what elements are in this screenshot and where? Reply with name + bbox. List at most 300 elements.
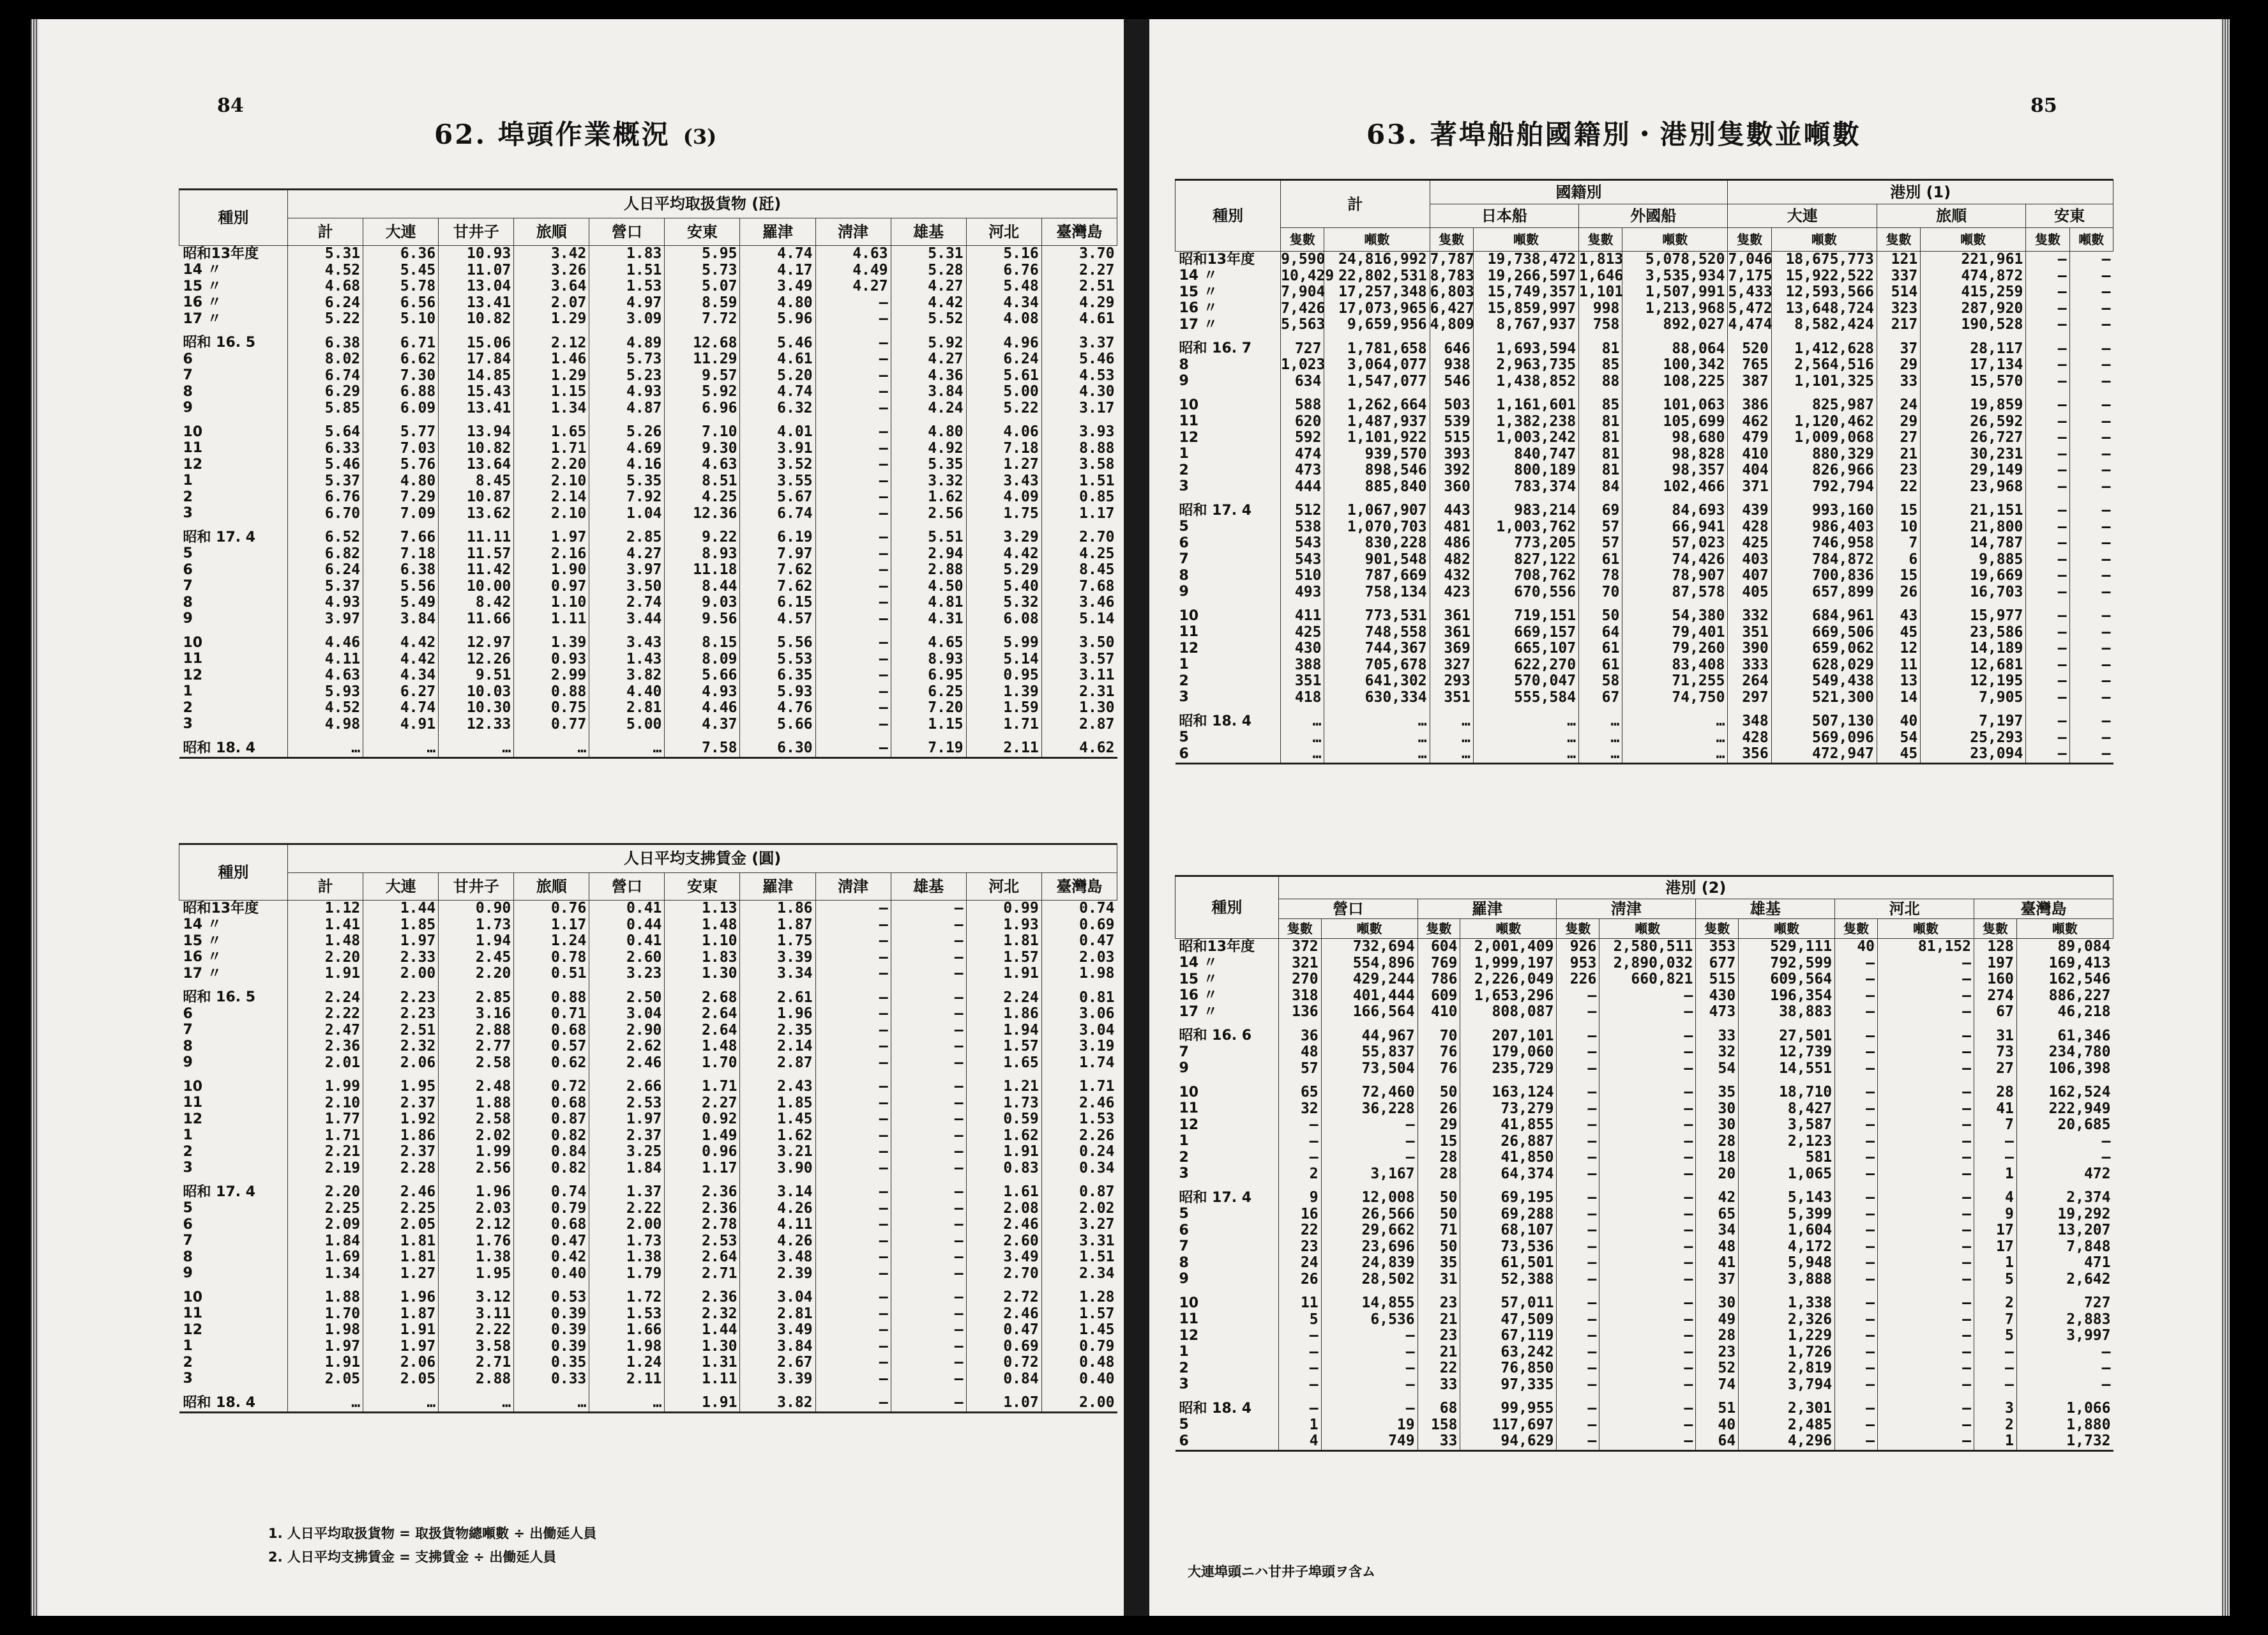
table-row bbox=[1176, 657, 2113, 674]
cell-value bbox=[2026, 706, 2069, 713]
cell-value: 514 bbox=[1877, 284, 1920, 301]
cell-value: 2.14 bbox=[514, 489, 589, 506]
tonnage-header: 噸數 bbox=[1739, 919, 1835, 939]
cell-value: 7.29 bbox=[363, 489, 439, 506]
cell-value: — bbox=[1878, 988, 1974, 1005]
row-label: 6 bbox=[183, 351, 193, 367]
cell-value: 758,134 bbox=[1324, 584, 1430, 601]
book-spine bbox=[1124, 19, 1149, 1616]
cell-value: 45 bbox=[1877, 625, 1920, 641]
cell-value: — bbox=[1835, 1166, 1878, 1183]
cell-value: 5,948 bbox=[1739, 1255, 1835, 1272]
cell-value bbox=[815, 416, 891, 424]
cell-value: — bbox=[1557, 1061, 1599, 1077]
cell-value: — bbox=[1878, 1239, 1974, 1256]
cell-value: — bbox=[2069, 301, 2113, 317]
cell-value bbox=[288, 1387, 363, 1395]
cell-value: 0.96 bbox=[665, 1144, 740, 1160]
cell-value: 432 bbox=[1430, 568, 1473, 584]
table-row bbox=[179, 579, 1117, 595]
cell-value: 1.61 bbox=[966, 1184, 1041, 1201]
cell-value: — bbox=[815, 1249, 891, 1266]
cell-value: 7,905 bbox=[1921, 690, 2026, 706]
cell-value: 19,266,597 bbox=[1473, 268, 1578, 285]
column-header: 營口 bbox=[589, 218, 665, 245]
cell-value: — bbox=[891, 1184, 966, 1201]
cell-value: — bbox=[891, 1095, 966, 1112]
cell-value: 1.71 bbox=[514, 441, 589, 457]
cell-value: 0.53 bbox=[514, 1289, 589, 1306]
cell-value: 444 bbox=[1281, 479, 1324, 496]
cell-value: 6.24 bbox=[966, 351, 1041, 368]
row-label: 昭和 16. 5 bbox=[183, 335, 256, 351]
cell-value: 3.50 bbox=[1041, 635, 1117, 651]
cell-value bbox=[1599, 1393, 1696, 1401]
cell-value: 2.64 bbox=[665, 1006, 740, 1023]
cell-value: 5.56 bbox=[740, 635, 815, 651]
cell-value: 0.88 bbox=[514, 684, 589, 701]
cell-value: 5.14 bbox=[1041, 611, 1117, 628]
cell-value: 163,124 bbox=[1460, 1084, 1557, 1101]
cell-value: 54,380 bbox=[1622, 608, 1728, 625]
cell-value bbox=[514, 1176, 589, 1184]
cell-value: 5.95 bbox=[665, 246, 740, 262]
cell-value: 2.22 bbox=[589, 1201, 665, 1217]
cell-value: 1.95 bbox=[439, 1266, 514, 1282]
cell-value: — bbox=[1835, 1004, 1878, 1021]
cell-value: 9.30 bbox=[665, 441, 740, 457]
cell-value: — bbox=[1278, 1344, 1321, 1361]
cell-value bbox=[1696, 1182, 1739, 1190]
cell-value: 2.70 bbox=[966, 1266, 1041, 1282]
cell-value: 0.72 bbox=[514, 1079, 589, 1095]
cell-value bbox=[1877, 390, 1920, 397]
cell-value: — bbox=[2069, 446, 2113, 463]
cell-value bbox=[1278, 1393, 1321, 1401]
cell-value: 23 bbox=[1278, 1239, 1321, 1256]
cell-value bbox=[2026, 390, 2069, 397]
cell-value: 1.73 bbox=[589, 1233, 665, 1250]
cell-value: — bbox=[1557, 988, 1599, 1005]
cell-value: 0.35 bbox=[514, 1355, 589, 1371]
cell-value: — bbox=[1321, 1401, 1418, 1417]
cell-value: 87,578 bbox=[1622, 584, 1728, 601]
page-title: 63. 著埠船舶國籍別・港別隻數並噸數 bbox=[1366, 119, 1861, 150]
cell-value: 1,880 bbox=[2016, 1417, 2113, 1434]
left-page bbox=[38, 19, 1124, 1616]
row-label: 14 〃 bbox=[1179, 955, 1218, 971]
cell-value: 2.94 bbox=[891, 546, 966, 563]
cell-value: — bbox=[1557, 1028, 1599, 1045]
cell-value: 2.12 bbox=[514, 335, 589, 352]
cell-value: 555,584 bbox=[1473, 690, 1578, 706]
table-row bbox=[179, 933, 1117, 950]
row-label: 11 bbox=[1179, 1311, 1199, 1328]
cell-value: 29,149 bbox=[1921, 462, 2026, 479]
cell-value: 22,802,531 bbox=[1324, 268, 1430, 285]
cell-value: 22 bbox=[1418, 1360, 1460, 1377]
cell-value: 1.39 bbox=[514, 635, 589, 651]
cell-value: 7,904 bbox=[1281, 284, 1326, 301]
cell-value bbox=[439, 1176, 514, 1184]
cell-value bbox=[740, 1176, 815, 1184]
cell-value: 2.27 bbox=[665, 1095, 740, 1112]
cell-value: 332 bbox=[1728, 608, 1771, 625]
cell-value: — bbox=[1974, 1377, 2017, 1394]
row-label: 8 bbox=[183, 1038, 193, 1054]
row-label: 3 bbox=[183, 1371, 193, 1387]
cell-value: 33 bbox=[1418, 1377, 1460, 1394]
cell-value: 2.00 bbox=[363, 966, 439, 982]
cell-value: 609,564 bbox=[1739, 971, 1835, 988]
cell-value: 7.10 bbox=[665, 424, 740, 441]
cell-value: — bbox=[891, 1144, 966, 1160]
row-label: 昭和13年度 bbox=[183, 245, 259, 262]
cell-value: — bbox=[1557, 1101, 1599, 1118]
cell-value: 0.84 bbox=[966, 1371, 1041, 1388]
table-row bbox=[179, 1322, 1117, 1339]
cell-value bbox=[589, 522, 665, 529]
tonnage-header: 噸數 bbox=[2069, 228, 2113, 252]
cell-value: 29,662 bbox=[1321, 1222, 1418, 1239]
cell-value: — bbox=[2069, 673, 2113, 690]
cell-value: 5.46 bbox=[1041, 351, 1117, 368]
cell-value: 2.11 bbox=[966, 740, 1041, 757]
table-row bbox=[1176, 1134, 2113, 1150]
cell-value: 1.27 bbox=[363, 1266, 439, 1282]
cell-value bbox=[1739, 1393, 1835, 1401]
group-header: 人日平均取扱貨物 (瓩) bbox=[288, 190, 1117, 218]
cell-value: 880,329 bbox=[1771, 446, 1877, 463]
cell-value: — bbox=[1835, 1190, 1878, 1206]
cell-value: 6.70 bbox=[288, 506, 363, 522]
table-row bbox=[179, 1217, 1117, 1233]
tonnage-header: 噸數 bbox=[1622, 228, 1728, 252]
cell-value: — bbox=[1878, 1272, 1974, 1288]
row-label: 10 bbox=[183, 423, 203, 440]
row-spacer bbox=[1176, 600, 2113, 608]
cell-value: 7.03 bbox=[363, 441, 439, 457]
cell-value: 190,528 bbox=[1921, 317, 2026, 333]
cell-value bbox=[363, 1387, 439, 1395]
row-label: 11 bbox=[183, 651, 203, 667]
cell-value: — bbox=[1835, 1433, 1878, 1450]
cell-value: 7,848 bbox=[2016, 1239, 2113, 1256]
cell-value: 641,302 bbox=[1324, 673, 1430, 690]
cell-value: 2.27 bbox=[1041, 262, 1117, 279]
cell-value bbox=[1041, 982, 1117, 990]
cell-value: — bbox=[2069, 252, 2113, 268]
row-spacer bbox=[179, 1071, 1117, 1079]
table-row bbox=[179, 1079, 1117, 1095]
cell-value: — bbox=[1599, 1084, 1696, 1101]
cell-value: 0.68 bbox=[514, 1217, 589, 1233]
table-row bbox=[179, 424, 1117, 441]
cell-value: — bbox=[815, 1079, 891, 1095]
cell-value: 81 bbox=[1579, 414, 1622, 430]
cell-value: 2.46 bbox=[1041, 1095, 1117, 1112]
cell-value: — bbox=[1557, 1239, 1599, 1256]
cell-value: 7,197 bbox=[1921, 713, 2026, 730]
cell-value: — bbox=[891, 933, 966, 950]
row-label: 15 〃 bbox=[1179, 971, 1218, 987]
cell-value: — bbox=[1321, 1150, 1418, 1166]
cell-value: 18,675,773 bbox=[1771, 252, 1877, 268]
cell-value: — bbox=[815, 717, 891, 733]
row-label: 5 bbox=[1179, 1417, 1189, 1433]
cell-value: 4.11 bbox=[740, 1217, 815, 1233]
cell-value: — bbox=[1599, 1206, 1696, 1223]
cell-value: 719,151 bbox=[1473, 608, 1578, 625]
cell-value: — bbox=[2069, 713, 2113, 730]
row-label: 17 〃 bbox=[183, 310, 222, 327]
cell-value: 6.25 bbox=[891, 684, 966, 701]
cell-value: 1.49 bbox=[665, 1128, 740, 1144]
cell-value: 5.32 bbox=[966, 595, 1041, 611]
cell-value: — bbox=[1878, 971, 1974, 988]
cell-value: 23,586 bbox=[1921, 625, 2026, 641]
column-header: 大連 bbox=[363, 218, 439, 245]
cell-value: 1.71 bbox=[288, 1128, 363, 1144]
cell-value: 287,920 bbox=[1921, 301, 2026, 317]
cell-value: 3.84 bbox=[740, 1339, 815, 1355]
cell-value bbox=[439, 328, 514, 335]
cell-value: 1,009,068 bbox=[1771, 430, 1877, 446]
cell-value: 6.38 bbox=[363, 562, 439, 579]
cell-value bbox=[1771, 495, 1877, 503]
table-row bbox=[179, 400, 1117, 417]
cell-value bbox=[1557, 1288, 1599, 1295]
cell-value: 7,787 bbox=[1430, 251, 1474, 268]
row-spacer bbox=[1176, 1288, 2113, 1295]
cell-value: 5.40 bbox=[966, 579, 1041, 595]
cell-value: 1.76 bbox=[439, 1233, 514, 1250]
cell-value: 2.46 bbox=[363, 1184, 439, 1201]
cell-value: 4.93 bbox=[589, 384, 665, 400]
cell-value: 3.32 bbox=[891, 473, 966, 490]
cell-value: 50 bbox=[1418, 1206, 1460, 1223]
cell-value: — bbox=[1835, 988, 1878, 1005]
cell-value: … bbox=[1430, 746, 1473, 763]
cell-value: 10.00 bbox=[439, 579, 514, 595]
cell-value bbox=[891, 1282, 966, 1289]
cell-value: 4.65 bbox=[891, 635, 966, 651]
cell-value: 7 bbox=[1974, 1117, 2017, 1134]
cell-value: … bbox=[1622, 713, 1728, 730]
cell-value: 78 bbox=[1579, 568, 1622, 584]
cell-value: 2.90 bbox=[589, 1023, 665, 1039]
cell-value: 1.10 bbox=[514, 595, 589, 611]
cell-value: 1.87 bbox=[740, 917, 815, 934]
cell-value: 2.81 bbox=[740, 1306, 815, 1323]
table-row bbox=[179, 1339, 1117, 1355]
cell-value: — bbox=[891, 1233, 966, 1250]
row-label: 9 bbox=[1179, 1271, 1189, 1288]
cell-value: 2.11 bbox=[589, 1371, 665, 1388]
row-spacer bbox=[179, 1282, 1117, 1289]
cell-value: 69,288 bbox=[1460, 1206, 1557, 1223]
table-row bbox=[179, 278, 1117, 295]
cell-value: 63,242 bbox=[1460, 1344, 1557, 1361]
cell-value: 392 bbox=[1430, 462, 1473, 479]
row-spacer bbox=[1176, 495, 2113, 503]
cell-value: 15,859,997 bbox=[1473, 301, 1578, 317]
cell-value: — bbox=[815, 1128, 891, 1144]
cell-value bbox=[966, 1282, 1041, 1289]
cell-value bbox=[1321, 1288, 1418, 1295]
cell-value: 270 bbox=[1278, 971, 1321, 988]
table-row bbox=[179, 295, 1117, 312]
cell-value: — bbox=[1599, 1401, 1696, 1417]
cell-value: 10.82 bbox=[439, 441, 514, 457]
cell-value: 4.61 bbox=[1041, 311, 1117, 328]
cell-value: — bbox=[1557, 1206, 1599, 1223]
column-header: 甘井子 bbox=[439, 872, 514, 900]
column-header: 大連 bbox=[363, 872, 439, 900]
table-row bbox=[1176, 1004, 2113, 1021]
cell-value bbox=[439, 733, 514, 740]
cell-value: 2,564,516 bbox=[1771, 357, 1877, 374]
cell-value: 40 bbox=[1877, 713, 1920, 730]
cell-value: 787,669 bbox=[1324, 568, 1430, 584]
cell-value: 2.53 bbox=[665, 1233, 740, 1250]
cell-value: … bbox=[1622, 730, 1728, 747]
cell-value: 5.92 bbox=[665, 384, 740, 400]
table-row bbox=[179, 684, 1117, 701]
cell-value: 16,703 bbox=[1921, 584, 2026, 601]
cell-value: 749 bbox=[1321, 1433, 1418, 1450]
cell-value: 8.42 bbox=[439, 595, 514, 611]
cell-value: — bbox=[815, 966, 891, 982]
cell-value bbox=[1041, 627, 1117, 635]
cell-value bbox=[1281, 390, 1324, 397]
cell-value: 4,172 bbox=[1739, 1239, 1835, 1256]
cell-value: 657,899 bbox=[1771, 584, 1877, 601]
table-row bbox=[179, 1355, 1117, 1371]
cell-value: 7 bbox=[1974, 1312, 2017, 1328]
cell-value: 2,226,049 bbox=[1460, 971, 1557, 988]
footnote-1: 1. 人日平均取扱貨物 = 取扱貨物總噸數 ÷ 出働延人員 bbox=[268, 1526, 597, 1541]
cell-value: — bbox=[815, 1233, 891, 1250]
cell-value: — bbox=[1557, 1433, 1599, 1450]
table-row bbox=[1176, 479, 2113, 496]
column-header: 安東 bbox=[665, 218, 740, 245]
cell-value bbox=[891, 416, 966, 424]
cell-value: 3.90 bbox=[740, 1160, 815, 1177]
row-label: 16 〃 bbox=[183, 949, 222, 966]
row-label: 12 bbox=[183, 1111, 203, 1127]
cell-value: 1,066 bbox=[2016, 1401, 2113, 1417]
cell-value: 361 bbox=[1430, 608, 1473, 625]
row-label: 1 bbox=[183, 473, 193, 489]
cell-value: 4.63 bbox=[815, 246, 891, 262]
cell-value: 26,592 bbox=[1921, 414, 2026, 430]
cell-value: 6.62 bbox=[363, 351, 439, 368]
cell-value: 6.56 bbox=[363, 295, 439, 312]
cell-value: 2.47 bbox=[288, 1023, 363, 1039]
cell-value: — bbox=[2069, 430, 2113, 446]
cell-value: 1,003,762 bbox=[1473, 519, 1578, 536]
cell-value: 348 bbox=[1728, 713, 1771, 730]
cell-value: 727 bbox=[2016, 1295, 2113, 1312]
table-row bbox=[179, 1395, 1117, 1412]
row-label: 2 bbox=[1179, 462, 1189, 478]
cell-value: 2,001,409 bbox=[1460, 939, 1557, 955]
cell-value: 1.15 bbox=[514, 384, 589, 400]
row-label bbox=[179, 1387, 288, 1395]
cell-value: — bbox=[815, 595, 891, 611]
cell-value: 2.23 bbox=[363, 990, 439, 1007]
cell-value bbox=[891, 522, 966, 529]
cell-value bbox=[514, 416, 589, 424]
cell-value bbox=[439, 1071, 514, 1079]
cell-value: 3.84 bbox=[891, 384, 966, 400]
page-number: 85 bbox=[2030, 95, 2057, 117]
cell-value: 622,270 bbox=[1473, 657, 1578, 674]
table-row bbox=[1176, 268, 2113, 285]
cell-value: 4.91 bbox=[363, 717, 439, 733]
cell-value: 8.93 bbox=[665, 546, 740, 563]
table-row bbox=[1176, 552, 2113, 568]
cell-value: 13.62 bbox=[439, 506, 514, 522]
cell-value bbox=[815, 1176, 891, 1184]
cell-value: 4.01 bbox=[740, 424, 815, 441]
cell-value: 1.45 bbox=[1041, 1322, 1117, 1339]
row-label: 3 bbox=[183, 505, 193, 522]
cell-value: 76 bbox=[1418, 1061, 1460, 1077]
cell-value: — bbox=[1974, 1150, 2017, 1166]
cell-value bbox=[1921, 600, 2026, 608]
cell-value bbox=[589, 1176, 665, 1184]
cell-value: 1.53 bbox=[1041, 1111, 1117, 1128]
table-row bbox=[1176, 1084, 2113, 1101]
cell-value bbox=[1278, 1288, 1321, 1295]
cell-value bbox=[1430, 600, 1473, 608]
cell-value: 1,646 bbox=[1579, 267, 1624, 284]
cell-value: 2.37 bbox=[589, 1128, 665, 1144]
row-label: 12 bbox=[1179, 640, 1199, 657]
cell-value: 67 bbox=[1974, 1004, 2017, 1021]
cell-value: 792,599 bbox=[1739, 955, 1835, 972]
cell-value: — bbox=[1878, 1328, 1974, 1344]
cell-value: 11 bbox=[1877, 657, 1920, 674]
cell-value: 67,119 bbox=[1460, 1328, 1557, 1344]
cell-value: 1.98 bbox=[589, 1339, 665, 1355]
cell-value: 0.83 bbox=[966, 1160, 1041, 1177]
row-label: 7 bbox=[183, 367, 193, 384]
cell-value: 2 bbox=[1278, 1166, 1321, 1183]
cell-value: 5.66 bbox=[740, 717, 815, 733]
cell-value: 24,839 bbox=[1321, 1255, 1418, 1272]
row-spacer bbox=[179, 522, 1117, 529]
cell-value: — bbox=[1878, 1028, 1974, 1045]
cell-value: — bbox=[815, 990, 891, 1007]
table-row bbox=[179, 966, 1117, 982]
cell-value: 569,096 bbox=[1771, 730, 1877, 747]
row-label: 9 bbox=[183, 1054, 193, 1071]
cell-value: 2.00 bbox=[589, 1217, 665, 1233]
cell-value: 5.52 bbox=[891, 311, 966, 328]
cell-value: — bbox=[2069, 414, 2113, 430]
cell-value: 71 bbox=[1418, 1222, 1460, 1239]
cell-value: 2.20 bbox=[439, 966, 514, 982]
cell-value: 2.10 bbox=[288, 1095, 363, 1112]
cell-value: 1,487,937 bbox=[1324, 414, 1430, 430]
cell-value: — bbox=[815, 457, 891, 473]
header-port: 港別 (2) bbox=[1278, 876, 2113, 899]
cell-value: 21 bbox=[1877, 446, 1920, 463]
cell-value: 1.57 bbox=[966, 950, 1041, 966]
